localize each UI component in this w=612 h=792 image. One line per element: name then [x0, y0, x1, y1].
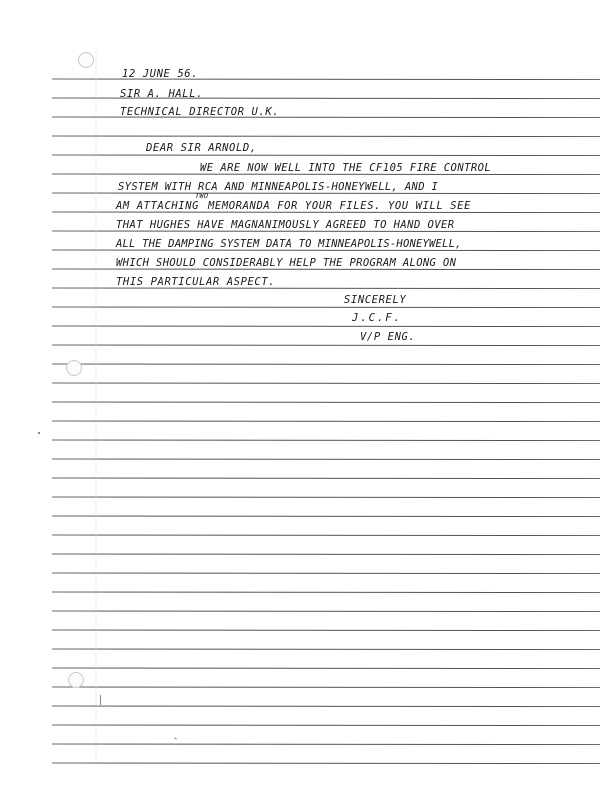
closing: SINCERELY — [344, 294, 407, 306]
rule-line — [52, 725, 600, 726]
rule-line — [52, 364, 600, 365]
rule-line — [52, 706, 600, 707]
rule-line — [52, 136, 600, 137]
rule-line — [52, 687, 600, 688]
rule-line — [52, 193, 600, 194]
rule-line — [52, 231, 600, 232]
body-line-2: SYSTEM WITH RCA AND MINNEAPOLIS-HONEYWELL, AND I — [118, 181, 439, 193]
body-line-1: WE ARE NOW WELL INTO THE CF105 FIRE CONTROL — [200, 162, 492, 174]
punch-hole-top — [78, 52, 94, 68]
rule-line — [52, 497, 600, 498]
rule-line — [52, 630, 600, 631]
rule-line — [52, 592, 600, 593]
body-line-7: THIS PARTICULAR ASPECT. — [116, 276, 276, 288]
body-line-6: WHICH SHOULD CONSIDERABLY HELP THE PROGRAM ALONG ON — [116, 257, 457, 269]
rule-line — [52, 478, 600, 479]
body-line-3b: MEMORANDA FOR YOUR FILES. YOU WILL SEE — [208, 200, 472, 212]
rule-line — [52, 250, 600, 251]
rule-line — [52, 535, 600, 536]
insertion-above: TWO — [195, 192, 209, 200]
body-line-4: THAT HUGHES HAVE MAGNANIMOUSLY AGREED TO HAND OVER — [116, 219, 455, 231]
rule-line — [52, 307, 600, 308]
rule-line — [52, 383, 600, 384]
rule-line — [52, 554, 600, 555]
rule-line — [52, 668, 600, 669]
rule-line — [52, 763, 600, 764]
rule-line — [52, 573, 600, 574]
rule-line — [52, 611, 600, 612]
rule-line — [52, 649, 600, 650]
letter-date: 12 JUNE 56. — [122, 68, 199, 80]
rule-line — [52, 516, 600, 517]
recipient-title: TECHNICAL DIRECTOR U.K. — [120, 106, 280, 118]
punch-hole-middle — [66, 360, 82, 376]
recipient-name: SIR A. HALL. — [120, 88, 204, 100]
rule-line — [52, 288, 600, 289]
rule-line — [52, 155, 600, 156]
rule-line — [52, 459, 600, 460]
rule-line — [52, 440, 600, 441]
punch-hole-bottom — [68, 672, 84, 688]
signature-initials: J.C.F. — [352, 312, 402, 324]
rule-line — [52, 269, 600, 270]
rule-line — [52, 326, 600, 327]
paper-mark — [100, 695, 101, 705]
body-line-5: ALL THE DAMPING SYSTEM DATA TO MINNEAPOLIS-HONEYWELL, — [116, 238, 462, 250]
rule-line — [52, 212, 600, 213]
salutation: DEAR SIR ARNOLD, — [146, 142, 257, 154]
body-line-3a: AM ATTACHING — [116, 200, 200, 212]
rule-line — [52, 402, 600, 403]
paper-speck — [38, 432, 40, 434]
rule-line — [52, 421, 600, 422]
rule-line — [52, 174, 600, 175]
rule-line — [52, 744, 600, 745]
signature-title: V/P ENG. — [360, 331, 416, 343]
rule-line — [52, 345, 600, 346]
